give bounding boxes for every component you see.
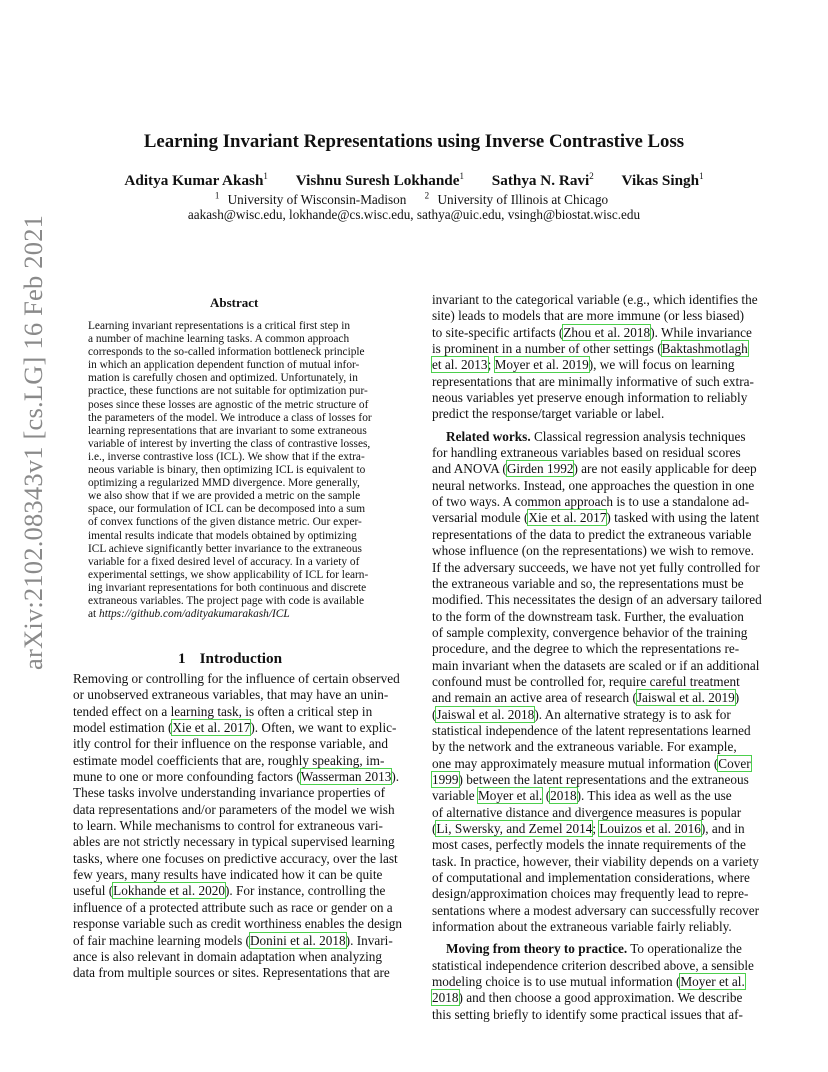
text-segment: representations that are minimally informative of such extra-: [432, 373, 754, 389]
text-line: [73, 704, 395, 720]
text-line: [432, 341, 756, 357]
text-segment: design/approximation choices may frequently lead to repre-: [432, 886, 749, 902]
text-segment: ). This idea as well as the use: [576, 788, 732, 804]
citation-link[interactable]: Moyer et al.: [680, 974, 745, 990]
abstract-line: in which an application dependent function of mutual infor-: [88, 359, 360, 372]
text-segment: predict the response/target variable or label.: [432, 406, 665, 422]
text-line: [73, 818, 395, 834]
text-line: [432, 625, 756, 641]
text-line: [73, 785, 395, 801]
text-line: [432, 821, 756, 837]
text-line: [432, 853, 759, 870]
text-segment: invariant to the categorical variable (e.g., which identifies the: [432, 292, 758, 307]
author: Aditya Kumar Akash$^1$: [124, 171, 268, 190]
project-link[interactable]: https://github.com/adityakumarakash/ICL: [99, 608, 290, 621]
text-line: [432, 674, 756, 690]
text-line: [432, 919, 756, 935]
text-segment: ;: [487, 357, 495, 373]
text-segment: of two ways. A common approach is to use a standalone ad-: [432, 494, 750, 510]
text-segment: ance is also relevant in domain adaptation when analyzing: [73, 948, 383, 964]
text-line: [73, 671, 400, 687]
text-segment: ;: [592, 821, 600, 836]
text-line: [432, 707, 756, 723]
abstract-line: ing invariant representations for both continuous and discrete: [88, 581, 367, 594]
text-segment: ). Often, we want to explic-: [250, 720, 397, 736]
text-line: [73, 769, 400, 785]
text-line: [432, 805, 756, 821]
abstract-line: learning representations that are invariant to some extraneous: [88, 424, 367, 437]
text-segment: modeling choice is to use mutual information (: [432, 974, 681, 990]
text-line: [432, 292, 756, 308]
citation-link[interactable]: Xie et al. 2017: [172, 720, 251, 736]
citation-link[interactable]: Moyer et al. 2019: [494, 357, 589, 373]
abstract-line: imental results indicate that models obtained by optimizing: [88, 529, 357, 542]
text-line: [432, 308, 756, 324]
abstract-line: mation is carefully chosen and optimized. Unfortunately, in: [88, 372, 358, 385]
affiliations: [0, 191, 828, 208]
text-segment: versarial module (: [432, 510, 529, 526]
citation-link[interactable]: Lokhande et al. 2020: [113, 883, 225, 899]
citation-link[interactable]: 2018: [432, 990, 459, 1006]
citation-link[interactable]: Baktashmotlagh: [661, 341, 748, 357]
text-segment: and ANOVA (: [432, 461, 507, 477]
text-segment: task. In practice, however, their viability depends on a variety: [432, 853, 759, 869]
text-segment: or unobserved extraneous variables, that may have an unin-: [73, 687, 389, 703]
section-number: 1: [178, 650, 186, 667]
text-line: [432, 756, 756, 772]
section-title: Introduction: [199, 650, 283, 667]
abstract-body: [88, 320, 384, 621]
abstract-line: extraneous variables. The project page with code is available: [88, 594, 365, 607]
text-segment: (: [432, 706, 437, 722]
text-segment: of sample complexity, convergence behavior of the training: [432, 624, 748, 640]
abstract-line: corresponds to the so-called information bottleneck principle: [88, 346, 365, 359]
abstract-line: of convex functions of the given distance metric. Our exper-: [88, 516, 362, 529]
text-line: [432, 527, 756, 543]
text-line: [432, 870, 756, 886]
abstract-line: variable of interest by inverting the class of contrastive losses,: [88, 437, 371, 450]
text-line: [432, 494, 756, 510]
left-column-text: [73, 671, 402, 982]
paper-title: Learning Invariant Representations using Inverse Contrastive Loss: [143, 131, 685, 152]
text-segment: mune to one or more confounding factors (: [73, 769, 301, 785]
text-line: [432, 390, 756, 406]
text-segment: data representations and/or parameters of the model we wish: [73, 801, 395, 817]
abstract-line: variable for a fixed desired level of accuracy. In a variety of: [88, 555, 360, 568]
text-segment: ), and in: [700, 821, 745, 836]
author-list: [0, 171, 828, 190]
abstract-line: at https://github.com/adityakumarakash/ICL: [88, 608, 290, 621]
text-line: [73, 900, 395, 916]
text-line: [73, 916, 402, 932]
citation-link[interactable]: Xie et al. 2017: [528, 510, 607, 526]
text-line: [432, 990, 756, 1006]
text-segment: (: [432, 821, 437, 836]
text-line: [432, 461, 756, 477]
abstract-line: practice, these functions are not suitable for optimization pur-: [88, 385, 368, 398]
text-line: [73, 736, 395, 752]
citation-link[interactable]: Zhou et al. 2018: [563, 324, 651, 340]
text-segment: and remain an active area of research (: [432, 690, 637, 706]
text-segment: variable: [432, 788, 478, 804]
text-segment: tended effect on a learning task, is often a critical step in: [73, 703, 373, 719]
text-segment: by the network and the extraneous variable. For example,: [432, 739, 737, 755]
author: Sathya N. Ravi$^2$: [491, 171, 594, 190]
citation-link[interactable]: Donini et al. 2018: [249, 932, 346, 948]
text-line: [73, 949, 395, 965]
author: Vikas Singh$^1$: [621, 171, 704, 190]
text-line: [432, 657, 760, 674]
text-line: [432, 837, 756, 853]
abstract-line: optimizing a regularized MMD divergence. More generally,: [88, 477, 360, 490]
abstract-line: poses since these losses are agnostic of the metric structure of: [88, 398, 369, 411]
text-segment: statistical independence of the latent representations learned: [432, 722, 751, 738]
abstract-line: experimental settings, we show applicability of ICL for learn-: [88, 568, 369, 581]
text-line: [432, 374, 756, 390]
text-segment: ).: [391, 769, 400, 785]
text-segment: estimate model coefficients that are, roughly speaking, im-: [73, 752, 385, 768]
text-segment: few years, many results have indicated how it can be quite: [73, 867, 383, 883]
text-line: [73, 883, 395, 899]
text-line: [73, 753, 395, 769]
text-line: [73, 720, 395, 736]
text-line: [432, 576, 756, 592]
text-line: [73, 867, 395, 883]
text-line: [432, 788, 756, 804]
run-in-heading: Moving from theory to practice.: [446, 941, 628, 957]
text-segment: neous variables yet preserve enough information to reliably: [432, 390, 748, 406]
abstract-line: Learning invariant representations is a critical first step in: [88, 320, 351, 332]
text-segment: Classical regression analysis techniques: [530, 428, 746, 444]
text-segment: (: [542, 788, 551, 804]
text-segment: ), we will focus on learning: [588, 357, 735, 373]
text-segment: These tasks involve understanding invariance properties of: [73, 785, 386, 801]
text-line: [432, 510, 760, 526]
text-segment: representations of the data to predict the extraneous variable: [432, 526, 752, 542]
text-line: [73, 802, 395, 818]
text-segment: the extraneous variable and so, the representations must be: [432, 575, 744, 591]
text-segment: to learn. While mechanisms to control for extraneous vari-: [73, 818, 383, 834]
abstract-line: the parameters of the model. We introduce a class of losses for: [88, 411, 372, 424]
citation-link[interactable]: Moyer et al.: [477, 788, 543, 804]
text-segment: of fair machine learning models (: [73, 932, 250, 948]
text-segment: for handling extraneous variables based on residual scores: [432, 445, 741, 461]
text-segment: ables are not strictly necessary in typical supervised learning: [73, 834, 395, 850]
text-segment: modified. This necessitates the design of an adversary tailored: [432, 592, 762, 608]
text-line: [73, 687, 395, 703]
text-line: [432, 325, 756, 341]
run-in-heading: Related works.: [446, 428, 531, 444]
text-line: [432, 406, 756, 422]
abstract-heading: Abstract: [210, 295, 259, 310]
text-segment: sentations where a modest adversary can successfully recover: [432, 902, 760, 918]
abstract-line: neous variable is binary, then optimizing ICL is equivalent to: [88, 464, 366, 477]
text-segment: is prominent in a number of other settings (: [432, 341, 662, 357]
citation-link[interactable]: Jaiswal et al. 2019: [636, 690, 735, 706]
text-segment: site) leads to models that are more immune (or less biased): [432, 308, 745, 324]
text-segment: Removing or controlling for the influence of certain observed: [73, 671, 400, 686]
text-line: [432, 974, 756, 990]
text-segment: ): [734, 690, 740, 706]
text-segment: ) between the latent representations and the extraneous: [458, 771, 749, 787]
abstract-line: i.e., inverse contrastive loss (ICL). We show that if the extra-: [88, 450, 365, 463]
text-segment: confound must be controlled for, require careful treatment: [432, 673, 740, 689]
text-line: [432, 690, 756, 706]
citation-link[interactable]: Wasserman 2013: [300, 769, 392, 785]
abstract-line: we also show that if we are provided a metric on the sample: [88, 490, 361, 503]
text-line: [432, 445, 756, 461]
text-segment: ) and then choose a good approximation. We describe: [458, 990, 743, 1006]
text-segment: ) are not easily applicable for deep: [573, 461, 757, 477]
text-segment: data from multiple sources or sites. Representations that are: [73, 965, 390, 981]
citation-link[interactable]: Louizos et al. 2016: [599, 821, 701, 836]
text-segment: main invariant when the datasets are scaled or if an additional: [432, 657, 760, 673]
abstract-line: space, our formulation of ICL can be decomposed into a sum: [88, 503, 366, 516]
text-segment: of computational and implementation considerations, where: [432, 870, 750, 886]
text-segment: ). Invari-: [345, 932, 393, 948]
text-segment: of alternative distance and divergence measures is popular: [432, 804, 742, 820]
text-segment: itly control for their influence on the response variable, and: [73, 736, 388, 752]
text-line: [73, 933, 395, 949]
arxiv-identifier: arXiv:2102.08343v1 [cs.LG] 16 Feb 2021: [18, 214, 48, 670]
text-segment: to the form of the downstream task. Further, the evaluation: [432, 608, 744, 624]
citation-link[interactable]: 1999: [432, 771, 459, 787]
text-segment: procedure, and the degree to which the representations re-: [432, 641, 740, 657]
text-line: [432, 429, 756, 445]
text-segment: ). An alternative strategy is to ask for: [534, 706, 731, 722]
citation-link[interactable]: Li, Swersky, and Zemel 2014: [436, 821, 593, 836]
text-segment: to site-specific artifacts (: [432, 324, 564, 340]
abstract-line: ICL achieve significantly better invariance to the extraneous: [88, 542, 362, 555]
citation-link[interactable]: 2018: [550, 788, 577, 804]
text-line: [432, 559, 760, 576]
text-segment: response variable such as credit worthiness enables the design: [73, 916, 402, 932]
text-segment: most cases, perfectly models the innate requirements of the: [432, 837, 746, 853]
text-line: [432, 739, 756, 755]
text-segment: ) tasked with using the latent: [606, 510, 760, 526]
author: Vishnu Suresh Lokhande$^1$: [295, 171, 464, 190]
text-segment: model estimation (: [73, 720, 173, 736]
text-segment: information about the extraneous variable fairly reliably.: [432, 919, 732, 935]
affiliation: $^2$ University of Illinois at Chicago: [424, 191, 609, 208]
text-segment: If the adversary succeeds, we have not yet fully controlled for: [432, 559, 760, 575]
text-line: [432, 543, 756, 559]
text-segment: neural networks. Instead, one approaches the question in one: [432, 477, 755, 493]
text-line: [73, 850, 398, 867]
right-column-text: [432, 292, 762, 1023]
text-segment: ). While invariance: [650, 324, 752, 340]
text-segment: influence of a protected attribute such as race or gender on a: [73, 899, 393, 915]
text-line: [432, 723, 756, 739]
text-line: [432, 641, 756, 657]
text-line: [432, 958, 756, 974]
section-heading-introduction: [178, 650, 282, 668]
citation-link[interactable]: Cover: [718, 755, 751, 771]
text-segment: tasks, where one focuses on predictive accuracy, over the last: [73, 850, 398, 866]
citation-link[interactable]: Girden 1992: [506, 461, 574, 477]
text-line: [432, 772, 756, 788]
text-line: [432, 941, 756, 957]
text-segment: one may approximately measure mutual information (: [432, 755, 719, 771]
citation-link[interactable]: et al. 2013: [432, 357, 488, 373]
text-segment: To operationalize the: [627, 941, 742, 957]
abstract-line: a number of machine learning tasks. A common approach: [88, 333, 350, 346]
citation-link[interactable]: Jaiswal et al. 2018: [436, 706, 535, 722]
text-line: [432, 886, 756, 902]
text-segment: useful (: [73, 883, 114, 899]
text-line: [432, 478, 756, 494]
author-emails: aakash@wisc.edu, lokhande@cs.wisc.edu, sathya@uic.edu, vsingh@biostat.wisc.edu: [187, 207, 641, 222]
text-segment: whose influence (on the representations) we wish to remove.: [432, 543, 754, 559]
text-line: [432, 902, 760, 919]
text-line: [432, 609, 756, 625]
affiliation: $^1$ University of Wisconsin-Madison: [214, 191, 407, 208]
text-line: [73, 965, 395, 981]
text-line: [432, 357, 756, 373]
text-line: [73, 834, 395, 850]
text-segment: ). For instance, controlling the: [224, 883, 386, 899]
text-line: [432, 1007, 756, 1023]
text-segment: statistical independence criterion described above, a sensible: [432, 957, 754, 973]
text-line: [432, 592, 762, 608]
text-segment: this setting briefly to identify some practical issues that af-: [432, 1006, 743, 1022]
